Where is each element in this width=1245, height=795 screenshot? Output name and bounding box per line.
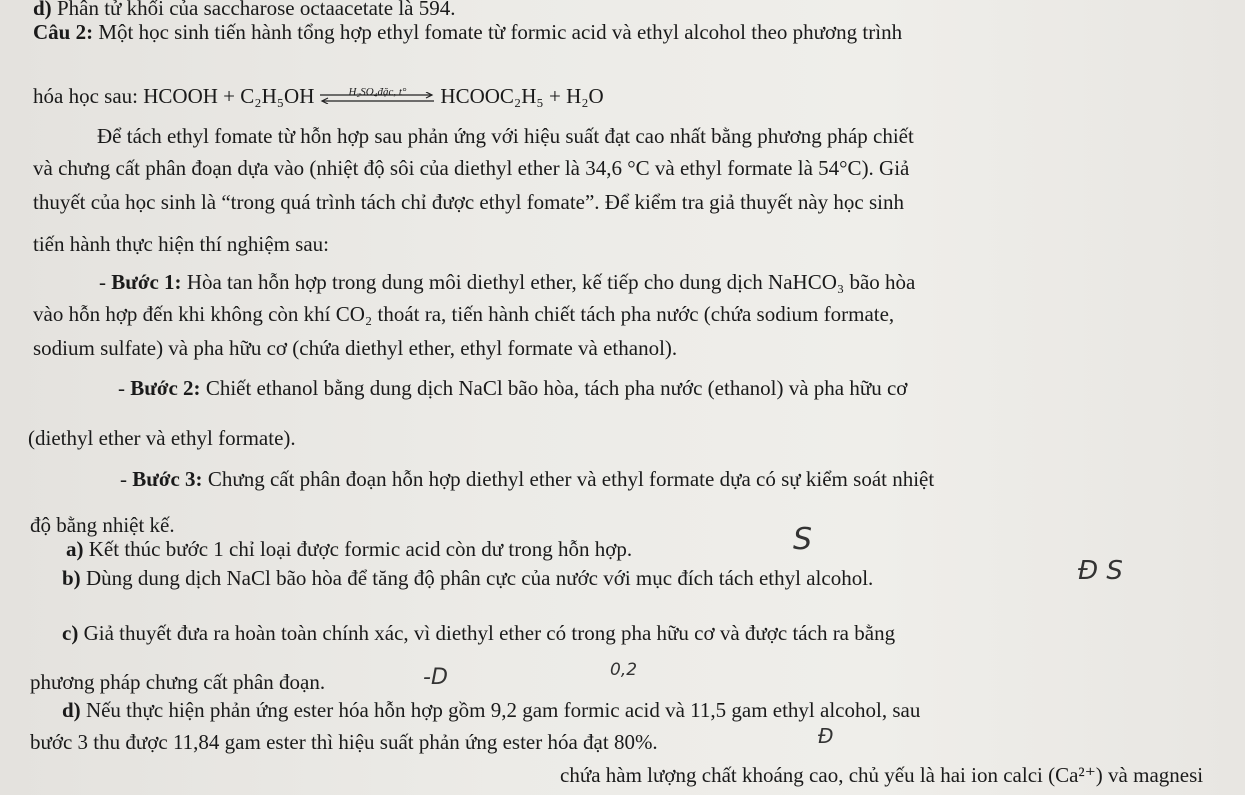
- line-7: tiến hành thực hiện thí nghiệm sau:: [33, 232, 329, 256]
- equilibrium-arrow-icon: [318, 88, 436, 108]
- reaction-condition: H₂SO₄đặc, t°: [348, 86, 407, 99]
- line-text: Kết thúc bước 1 chỉ loại được formic acid còn dư trong hỗn hợp.: [83, 537, 633, 561]
- step-1: [99, 268, 915, 296]
- step-label: Bước 3:: [132, 467, 203, 491]
- statement-b: [62, 564, 873, 592]
- chemical-equation: [33, 82, 604, 110]
- line-20: bước 3 thu được 11,84 gam ester thì hiệu suất phản ứng ester hóa đạt 80%.: [30, 730, 658, 754]
- line-14: độ bằng nhiệt kế.: [30, 513, 175, 537]
- dash: -: [118, 376, 131, 400]
- line-text: Một học sinh tiến hành tổng hợp ethyl fomate từ formic acid và ethyl alcohol theo phương trình: [93, 20, 903, 44]
- line-text: Phân tử khối của saccharose octaacetate là 594.: [51, 0, 456, 20]
- handwritten-mark-d: Đ: [818, 724, 834, 748]
- line-10: sodium sulfate) và pha hữu cơ (chứa diethyl ether, ethyl formate và ethanol).: [33, 336, 678, 360]
- label-b: b): [62, 566, 81, 590]
- label-c: c): [62, 621, 79, 645]
- line-text: Dùng dung dịch NaCl bão hòa để tăng độ phân cực của nước với mục đích tách ethyl alcohol.: [80, 566, 874, 590]
- line-5: và chưng cất phân đoạn dựa vào (nhiệt độ sôi của diethyl ether là 34,6 °C và ethyl formate là 54°C). Giả: [33, 156, 910, 180]
- question-label: Câu 2:: [33, 20, 94, 44]
- statement-a: [66, 535, 632, 563]
- line-12: (diethyl ether và ethyl formate).: [28, 426, 296, 450]
- label-a: a): [66, 537, 84, 561]
- line-text: Chưng cất phân đoạn hỗn hợp diethyl ether và ethyl formate dựa có sự kiểm soát nhiệt: [202, 467, 935, 491]
- line-text: Hòa tan hỗn hợp trong dung môi diethyl ether, kế tiếp cho dung dịch NaHCO₃ bão hòa: [181, 270, 916, 294]
- statement-c: [62, 619, 895, 647]
- line-18: phương pháp chưng cất phân đoạn.: [30, 670, 326, 694]
- label-d: d): [62, 698, 81, 722]
- line-text: Chiết ethanol bằng dung dịch NaCl bão hòa, tách pha nước (ethanol) và pha hữu cơ: [200, 376, 908, 400]
- step-3: [120, 465, 934, 493]
- line-4: Để tách ethyl fomate từ hỗn hợp sau phản ứng với hiệu suất đạt cao nhất bằng phương pháp chiết: [97, 124, 914, 148]
- dash: -: [120, 467, 133, 491]
- handwritten-note: 0,2: [610, 660, 638, 680]
- line-9: vào hỗn hợp đến khi không còn khí CO₂ thoát ra, tiến hành chiết tách pha nước (chứa sodium formate,: [33, 302, 895, 326]
- step-label: Bước 2:: [130, 376, 201, 400]
- handwritten-mark-b: Đ S: [1078, 556, 1123, 586]
- equation-products: HCOOC₂H₅ + H₂O: [440, 84, 604, 108]
- line-text: Nếu thực hiện phản ứng ester hóa hỗn hợp gồm 9,2 gam formic acid và 11,5 gam ethyl alcohol, sau: [80, 698, 921, 722]
- step-label: Bước 1:: [111, 270, 182, 294]
- equation-prefix: hóa học sau:: [33, 84, 144, 108]
- question-2-heading: [33, 18, 902, 46]
- line-21-partial: chứa hàm lượng chất khoáng cao, chủ yếu là hai ion calci (Ca²⁺) và magnesi: [560, 763, 1204, 787]
- dash: -: [99, 270, 112, 294]
- line-text: Giả thuyết đưa ra hoàn toàn chính xác, vì diethyl ether có trong pha hữu cơ và được tách ra bằng: [78, 621, 896, 645]
- handwritten-mark-c: -D: [423, 665, 448, 690]
- line-6: thuyết của học sinh là “trong quá trình tách chỉ được ethyl fomate”. Để kiểm tra giả thuyết này học sinh: [33, 190, 904, 214]
- handwritten-mark-a: S: [793, 522, 813, 557]
- label-d: d): [33, 0, 52, 20]
- equation-reactants: HCOOH + C₂H₅OH: [143, 84, 315, 108]
- statement-d: [62, 696, 920, 724]
- step-2: [118, 374, 907, 402]
